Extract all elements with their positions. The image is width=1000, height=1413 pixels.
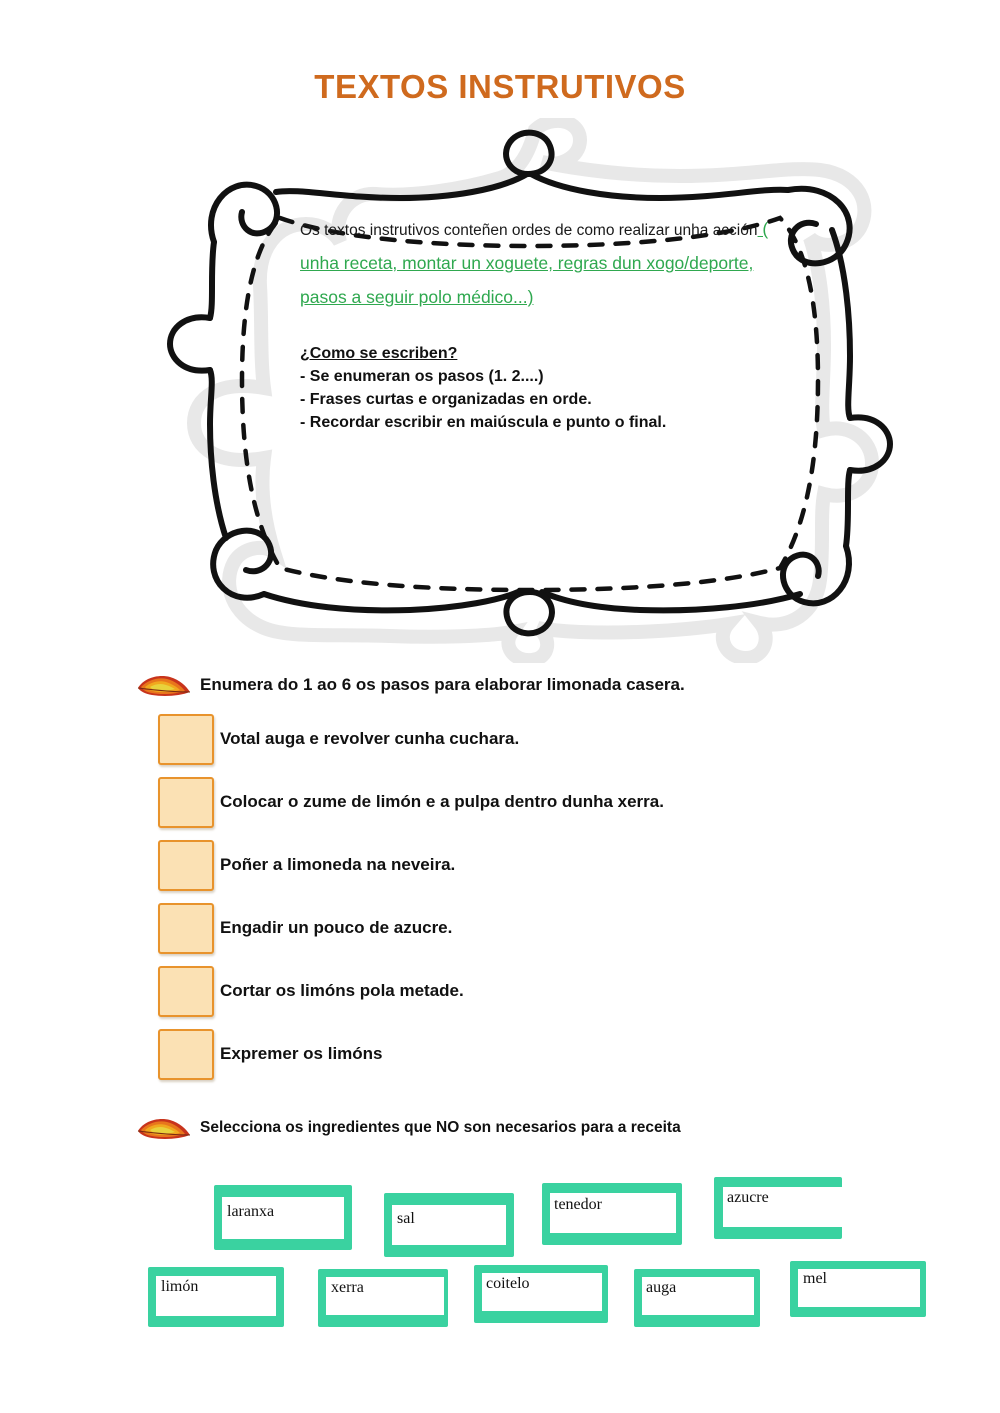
ingredient-chip-laranxa[interactable]: [214, 1185, 352, 1250]
theory-intro-black: Os textos instrutivos conteñen ordes de como realizar unha acción: [300, 222, 758, 239]
leaf-icon: [136, 1115, 192, 1141]
ingredient-label-laranxa: laranxa: [227, 1203, 275, 1220]
ingredient-label-coitelo: coitelo: [486, 1275, 530, 1292]
order-row: [136, 1027, 956, 1081]
order-label-3: Poñer a limoneda na neveira.: [220, 855, 456, 874]
theory-frame: [160, 118, 900, 663]
ingredient-chip-coitelo[interactable]: [474, 1265, 608, 1323]
order-label-5: Cortar os limóns pola metade.: [220, 981, 464, 1000]
ingredient-chip-auga[interactable]: [634, 1269, 760, 1327]
howto-line-2: - Frases curtas e organizadas en orde.: [300, 391, 592, 408]
ingredient-chip-azucre[interactable]: [714, 1177, 842, 1239]
order-input-3[interactable]: [158, 840, 214, 891]
theory-intro-green: ( unha receta, montar un xoguete, regras dun xogo/deporte, pasos a seguir polo médico...): [300, 219, 769, 307]
theory-text: [300, 213, 770, 434]
order-input-5[interactable]: [158, 966, 214, 1017]
leaf-icon: [136, 672, 192, 698]
order-label-6: Expremer os limóns: [220, 1044, 383, 1063]
ingredient-label-auga: auga: [646, 1279, 677, 1296]
ingredient-label-limon: limón: [161, 1278, 199, 1295]
order-input-4[interactable]: [158, 903, 214, 954]
ingredient-label-azucre: azucre: [727, 1189, 769, 1206]
ingredient-chip-mel[interactable]: [790, 1261, 926, 1317]
howto-heading: ¿Como se escriben?: [300, 345, 458, 362]
theory-intro: [300, 213, 770, 315]
exercise-two-prompt: [136, 1115, 976, 1141]
ingredient-chip-limon[interactable]: [148, 1267, 284, 1327]
order-label-4: Engadir un pouco de azucre.: [220, 918, 453, 937]
order-label-2: Colocar o zume de limón e a pulpa dentro dunha xerra.: [220, 792, 664, 811]
order-row: [136, 838, 956, 892]
theory-howto: [300, 345, 770, 434]
ingredient-label-sal: sal: [397, 1210, 415, 1227]
exercise-one: [136, 672, 956, 1090]
order-row: [136, 775, 956, 829]
howto-line-1: - Se enumeran os pasos (1. 2....): [300, 368, 544, 385]
ingredient-row-2: [148, 1267, 926, 1327]
order-input-6[interactable]: [158, 1029, 214, 1080]
exercise-two: [136, 1115, 976, 1296]
ingredient-chip-sal[interactable]: [384, 1193, 514, 1257]
order-input-2[interactable]: [158, 777, 214, 828]
order-input-1[interactable]: [158, 714, 214, 765]
order-steps-list: [136, 712, 956, 1081]
exercise-two-prompt-text: Selecciona os ingredientes que NO son necesarios para a receita: [200, 1119, 681, 1136]
exercise-one-prompt: [136, 672, 956, 698]
ingredient-label-xerra: xerra: [331, 1279, 364, 1296]
ingredient-label-mel: mel: [803, 1270, 827, 1287]
ingredient-chip-tenedor[interactable]: [542, 1183, 682, 1245]
exercise-one-prompt-text: Enumera do 1 ao 6 os pasos para elaborar limonada casera.: [200, 675, 685, 694]
ingredient-row-1: [214, 1185, 842, 1257]
page-title: TEXTOS INSTRUTIVOS: [314, 68, 686, 105]
order-row: [136, 964, 956, 1018]
ingredient-chip-xerra[interactable]: [318, 1269, 448, 1327]
order-row: [136, 712, 956, 766]
order-label-1: Votal auga e revolver cunha cuchara.: [220, 729, 520, 748]
order-row: [136, 901, 956, 955]
ingredient-label-tenedor: tenedor: [554, 1196, 602, 1213]
howto-line-3: - Recordar escribir en maiúscula e punto o final.: [300, 414, 667, 431]
